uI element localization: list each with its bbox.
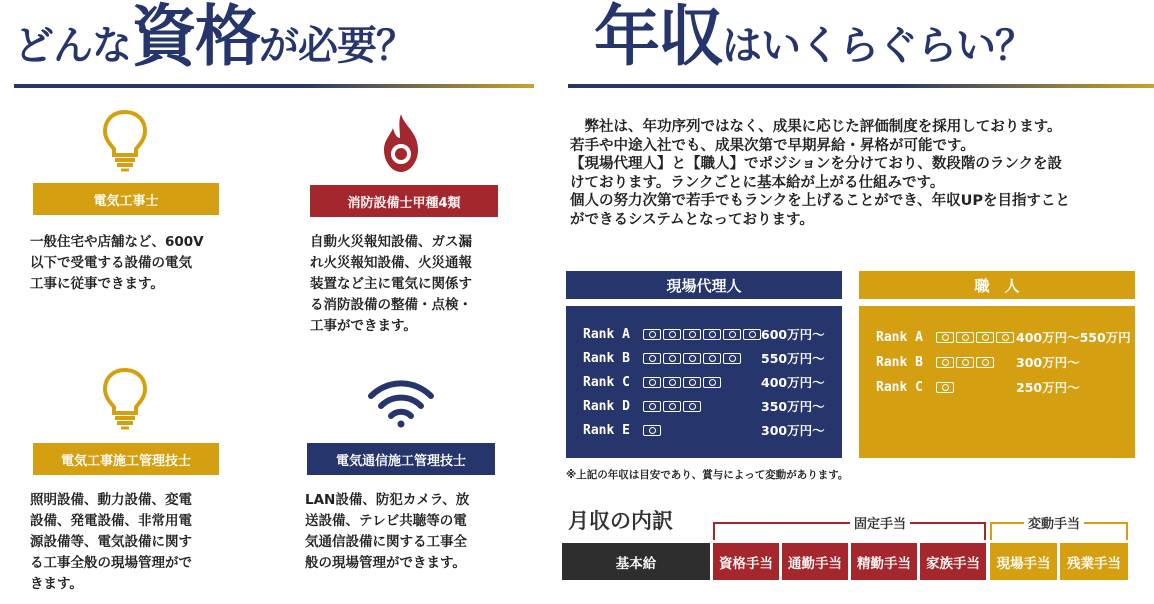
banknote-icon	[956, 332, 974, 343]
banknote-icon	[976, 357, 994, 368]
rank-salary: 400万円～550万円	[1016, 330, 1131, 345]
desc-line: れ火災報知設備、火災通報	[310, 255, 472, 271]
money-icons	[936, 382, 954, 393]
banknote-icon	[683, 353, 701, 364]
qualification-label: 電気通信施工管理技士	[307, 443, 495, 475]
rank-name: Rank A	[876, 329, 923, 345]
variable-allowance-segment: 残業手当	[1060, 543, 1128, 580]
banknote-icon	[743, 329, 761, 340]
breakdown-title: 月収の内訳	[568, 509, 673, 533]
rank-salary: 600万円～	[761, 327, 825, 342]
variable-allowance-label: 変動手当	[1024, 513, 1084, 532]
desc-line: 般の現場管理ができます。	[305, 555, 466, 571]
intro-line: 【現場代理人】と【職人】でポジションを分けており、数段階のランクを設	[570, 156, 1063, 172]
rank-row	[583, 419, 838, 441]
flame-icon	[376, 112, 426, 176]
heading-pre: どんな	[14, 23, 131, 69]
rank-row	[583, 395, 838, 417]
banknote-icon	[723, 329, 741, 340]
banknote-icon	[936, 382, 954, 393]
banknote-icon	[663, 377, 681, 388]
qualification-desc	[310, 232, 550, 337]
intro-line: ができるシステムとなっております。	[570, 211, 814, 228]
heading-post: はいくらぐらい？	[722, 23, 1034, 69]
rank-name: Rank E	[583, 422, 630, 438]
desc-line: 照明設備、動力設備、変電	[30, 492, 192, 508]
rank-row	[876, 376, 1131, 398]
qualification-desc	[30, 232, 270, 295]
desc-line: る工事全般の現場管理がで	[30, 555, 192, 571]
banknote-icon	[663, 401, 681, 412]
desc-line: 一般住宅や店舗など、600V	[30, 234, 204, 250]
banknote-icon	[723, 353, 741, 364]
banknote-icon	[683, 377, 701, 388]
money-icons	[936, 332, 1014, 343]
qualification-desc	[30, 490, 270, 595]
rank-salary: 350万円～	[761, 399, 825, 414]
agent-box-title: 現場代理人	[566, 271, 842, 299]
lightbulb-icon	[100, 366, 150, 430]
qualification-desc	[305, 490, 545, 574]
money-icons	[643, 401, 701, 412]
desc-line: 気通信設備に関する工事全	[305, 534, 467, 550]
wifi-icon	[366, 378, 436, 428]
banknote-icon	[643, 401, 661, 412]
qualifications-heading	[14, 0, 534, 90]
rank-salary: 300万円～	[1016, 355, 1080, 370]
desc-line: きます。	[30, 576, 83, 592]
qualification-label: 消防設備士甲種4類	[310, 185, 498, 217]
banknote-icon	[663, 353, 681, 364]
desc-line: る消防設備の整備・点検・	[310, 297, 472, 313]
rank-name: Rank C	[876, 379, 923, 395]
heading-big: 資格	[131, 0, 259, 75]
desc-line: 源設備等、電気設備に関す	[30, 534, 192, 550]
rank-row	[583, 371, 838, 393]
desc-line: 装置など主に電気に関係す	[310, 276, 472, 292]
banknote-icon	[936, 357, 954, 368]
qualification-label: 電気工事施工管理技士	[33, 443, 219, 475]
intro-line: 弊社は、年功序列ではなく、成果に応じた評価制度を採用しております。	[570, 119, 1062, 135]
rank-name: Rank D	[583, 398, 630, 414]
fixed-allowance-label: 固定手当	[850, 513, 910, 532]
fixed-allowance-segment: 通勤手当	[782, 543, 848, 580]
intro-line: けております。ランクごとに基本給が上がる仕組みです。	[570, 174, 945, 191]
desc-line: 工事ができます。	[310, 318, 417, 334]
banknote-icon	[936, 332, 954, 343]
qualification-label: 電気工事士	[33, 183, 219, 215]
banknote-icon	[703, 377, 721, 388]
money-icons	[643, 329, 761, 340]
desc-line: 送設備、テレビ共聴等の電	[305, 513, 467, 529]
salary-heading	[568, 0, 1154, 90]
heading-underline	[568, 84, 1154, 88]
rank-name: Rank B	[876, 354, 923, 370]
banknote-icon	[996, 332, 1014, 343]
rank-salary: 300万円～	[761, 423, 825, 438]
heading-post: が必要？	[259, 23, 415, 69]
variable-allowance-segment: 現場手当	[990, 543, 1057, 580]
money-icons	[643, 425, 661, 436]
rank-salary: 250万円～	[1016, 380, 1080, 395]
agent-rank-panel	[566, 306, 842, 458]
desc-line: LAN設備、防犯カメラ、放	[305, 492, 470, 508]
lightbulb-icon	[100, 108, 150, 172]
banknote-icon	[703, 353, 721, 364]
rank-row	[583, 323, 838, 345]
desc-line: 自動火災報知設備、ガス漏	[310, 234, 472, 250]
banknote-icon	[643, 329, 661, 340]
rank-salary: 400万円～	[761, 375, 825, 390]
fixed-allowance-segment: 家族手当	[920, 543, 986, 580]
money-icons	[643, 353, 741, 364]
banknote-icon	[643, 425, 661, 436]
money-icons	[936, 357, 994, 368]
salary-note: ※上記の年収は目安であり、賞与によって変動があります。	[566, 469, 849, 481]
intro-line: 個人の努力次第で若手でもランクを上げることができ、年収UPを目指すこと	[570, 193, 1071, 209]
desc-line: 以下で受電する設備の電気	[30, 255, 192, 271]
rank-row	[876, 326, 1131, 348]
rank-row	[876, 351, 1131, 373]
craft-rank-panel	[859, 306, 1135, 458]
fixed-allowance-segment: 資格手当	[713, 543, 779, 580]
rank-row	[583, 347, 838, 369]
rank-name: Rank C	[583, 374, 630, 390]
banknote-icon	[663, 329, 681, 340]
rank-name: Rank B	[583, 350, 630, 366]
desc-line: 設備、発電設備、非常用電	[30, 513, 192, 529]
banknote-icon	[683, 401, 701, 412]
banknote-icon	[703, 329, 721, 340]
money-icons	[643, 377, 721, 388]
banknote-icon	[976, 332, 994, 343]
intro-paragraph	[570, 118, 1140, 229]
base-salary-segment: 基本給	[562, 543, 710, 580]
fixed-allowance-segment: 精勤手当	[851, 543, 917, 580]
craft-box-title: 職 人	[859, 271, 1135, 299]
heading-big: 年収	[594, 0, 722, 75]
desc-line: 工事に従事できます。	[30, 276, 164, 292]
banknote-icon	[643, 353, 661, 364]
banknote-icon	[683, 329, 701, 340]
banknote-icon	[956, 357, 974, 368]
heading-underline	[14, 84, 534, 88]
rank-name: Rank A	[583, 326, 630, 342]
rank-salary: 550万円～	[761, 351, 825, 366]
intro-line: 若手や中途入社でも、成果次第で早期昇給・昇格が可能です。	[570, 137, 975, 154]
banknote-icon	[643, 377, 661, 388]
